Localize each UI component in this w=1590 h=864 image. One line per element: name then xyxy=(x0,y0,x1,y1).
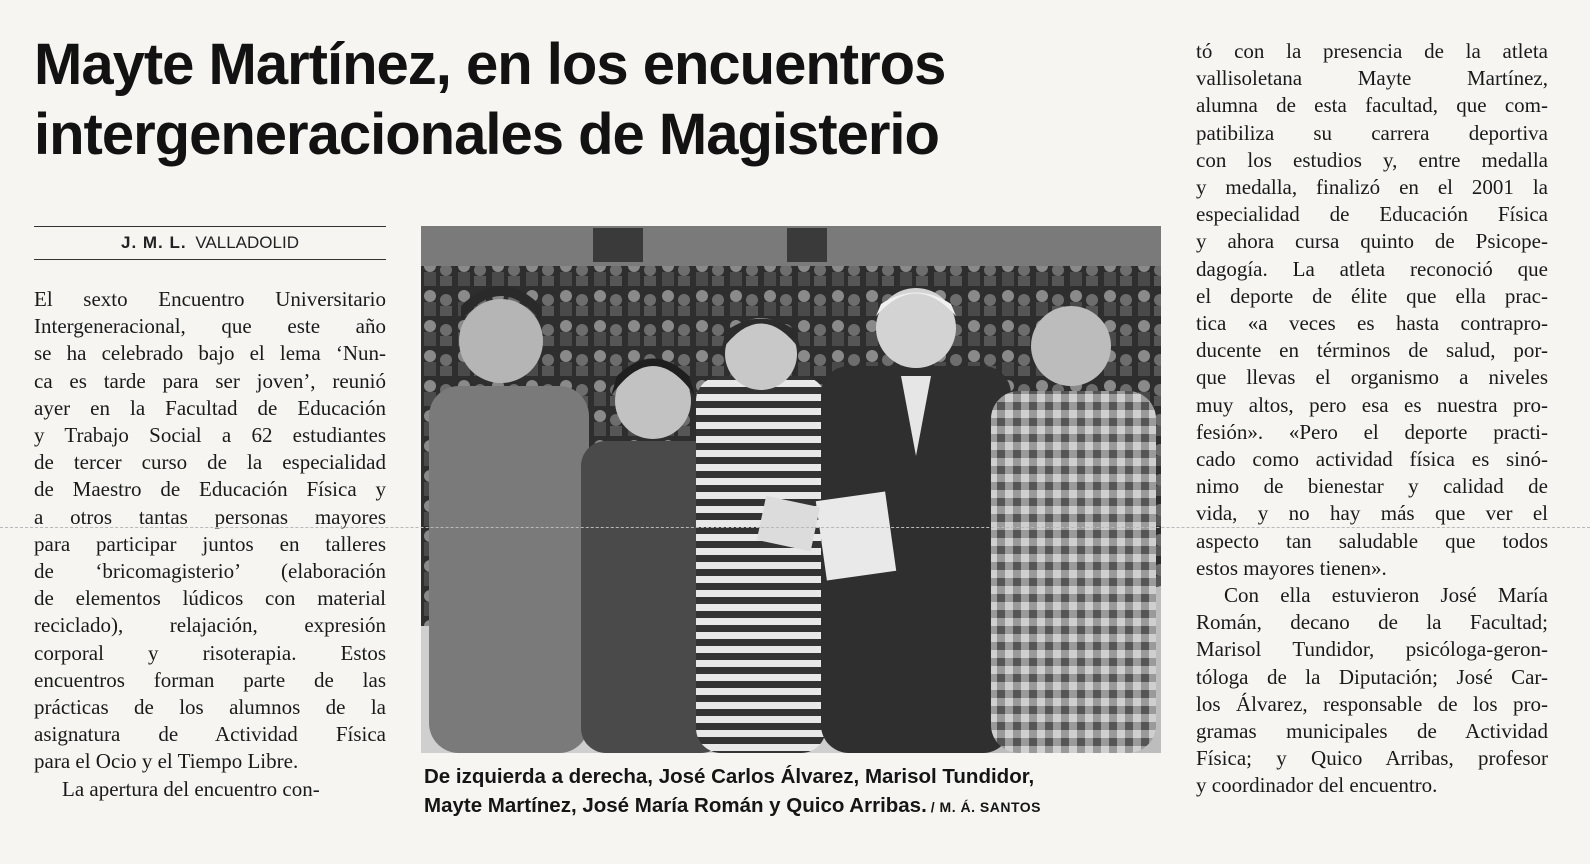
article-text-line: para participar juntos en talleres xyxy=(34,531,386,556)
article-text-line: encuentros forman parte de las xyxy=(34,667,386,692)
article-text-line: y ahora cursa quinto de Psicope- xyxy=(1196,229,1548,254)
article-text-line: Román, decano de la Facultad; xyxy=(1196,610,1548,635)
article-body-left-column xyxy=(34,286,386,803)
news-photo xyxy=(421,226,1161,753)
photo-caption xyxy=(424,762,1164,822)
caption-line-2-text: Mayte Martínez, José María Román y Quico Arribas. xyxy=(424,794,927,817)
article-text-line: con los estudios y, entre medalla xyxy=(1196,147,1548,172)
article-text-line: ca es tarde para ser joven’, reunió xyxy=(34,368,386,393)
article-text-line: La apertura del encuentro con- xyxy=(62,776,320,801)
article-text-line: muy altos, pero esa es nuestra pro- xyxy=(1196,392,1548,417)
article-text-line: y Trabajo Social a 62 estudiantes xyxy=(34,423,386,448)
article-text-line: ducente en términos de salud, por- xyxy=(1196,338,1548,363)
article-text-line: patibiliza su carrera deportiva xyxy=(1196,120,1548,145)
article-text-line: El sexto Encuentro Universitario xyxy=(34,287,386,311)
byline xyxy=(34,226,386,260)
article-text-line: gramas municipales de Actividad xyxy=(1196,719,1548,744)
headline-line-2: intergeneracionales de Magisterio xyxy=(34,102,939,167)
article-text-line: el deporte de élite que ella prac- xyxy=(1196,283,1548,308)
article-text-line: reciclado), relajación, expresión xyxy=(34,613,386,638)
article-text-line: de tercer curso de la especialidad xyxy=(34,450,386,475)
article-text-line: tóloga de la Diputación; José Car- xyxy=(1196,664,1548,689)
article-text-line: de elementos lúdicos con material xyxy=(34,586,386,611)
article-text-line: los Álvarez, responsable de los pro- xyxy=(1196,691,1548,716)
article-text-line: Intergeneracional, que este año xyxy=(34,314,386,339)
article-text-line: Física; y Quico Arribas, profesor xyxy=(1196,746,1548,771)
byline-place: VALLADOLID xyxy=(195,233,299,252)
article-text-line: Con ella estuvieron José María xyxy=(1224,583,1548,608)
article-text-line: dagogía. La atleta reconoció que xyxy=(1196,256,1548,281)
article-text-line: vida, y no hay más que ver el xyxy=(1196,501,1548,526)
article-text-line: Marisol Tundidor, psicóloga-geron- xyxy=(1196,637,1548,662)
article-text-line: especialidad de Educación Física xyxy=(1196,202,1548,227)
article-text-line: y medalla, finalizó en el 2001 la xyxy=(1196,175,1548,200)
article-text-line: ayer en la Facultad de Educación xyxy=(34,395,386,420)
article-body-right-column xyxy=(1196,38,1548,800)
article-text-line: y coordinador del encuentro. xyxy=(1196,773,1438,798)
article-text-line: estos mayores tienen». xyxy=(1196,555,1387,580)
article-text-line: para el Ocio y el Tiempo Libre. xyxy=(34,749,299,774)
article-text-line: se ha celebrado bajo el lema ‘Nun- xyxy=(34,341,386,366)
article-text-line: nimo de bienestar y calidad de xyxy=(1196,474,1548,499)
scan-fold-line xyxy=(0,527,1590,528)
headline-line-1: Mayte Martínez, en los encuentros xyxy=(34,32,946,97)
article-text-line: tica «a veces es hasta contrapro- xyxy=(1196,311,1548,336)
byline-author: J. M. L. xyxy=(121,233,187,252)
photo-credit: / M. Á. SANTOS xyxy=(930,799,1041,815)
caption-line-2 xyxy=(424,791,1164,822)
caption-line-1: De izquierda a derecha, José Carlos Álvarez, Marisol Tundidor, xyxy=(424,765,1035,788)
headline xyxy=(34,30,1144,170)
article-text-line: alumna de esta facultad, que com- xyxy=(1196,93,1548,118)
article-text-line: de Maestro de Educación Física y xyxy=(34,477,386,502)
article-text-line: prácticas de los alumnos de la xyxy=(34,695,386,720)
article-text-line: tó con la presencia de la atleta xyxy=(1196,39,1548,63)
article-text-line: corporal y risoterapia. Estos xyxy=(34,640,386,665)
article-text-line: cado como actividad física es sinó- xyxy=(1196,447,1548,472)
article-text-line: aspecto tan saludable que todos xyxy=(1196,528,1548,553)
article-text-line: a otros tantas personas mayores xyxy=(34,504,386,529)
article-text-line: que llevas el organismo a niveles xyxy=(1196,365,1548,390)
article-text-line: de ‘bricomagisterio’ (elaboración xyxy=(34,559,386,584)
article-text-line: vallisoletana Mayte Martínez, xyxy=(1196,66,1548,91)
article-text-line: asignatura de Actividad Física xyxy=(34,722,386,747)
article-text-line: fesión». «Pero el deporte practi- xyxy=(1196,419,1548,444)
